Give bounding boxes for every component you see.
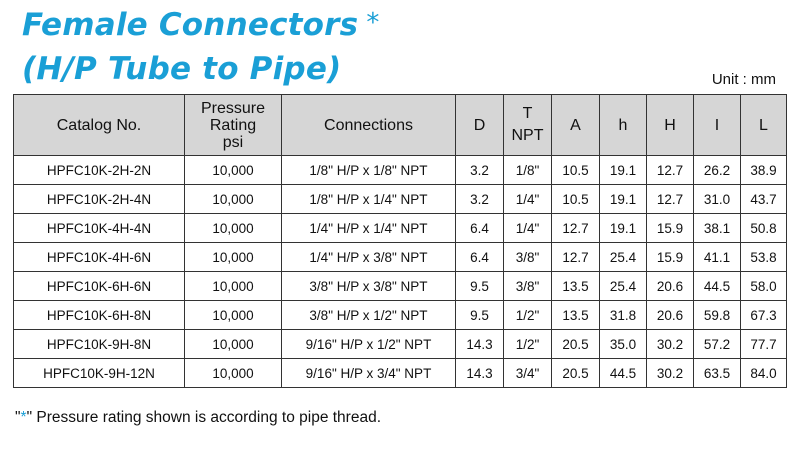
cell-h-small: 19.1 [600, 185, 647, 214]
cell-d: 14.3 [456, 330, 504, 359]
cell-h-big: 20.6 [647, 272, 694, 301]
cell-t: 3/8" [504, 272, 552, 301]
cell-catalog: HPFC10K-6H-8N [14, 301, 185, 330]
cell-catalog: HPFC10K-2H-4N [14, 185, 185, 214]
unit-label: Unit : mm [711, 71, 776, 88]
cell-a: 10.5 [552, 185, 600, 214]
cell-a: 13.5 [552, 301, 600, 330]
cell-a: 12.7 [552, 214, 600, 243]
cell-a: 10.5 [552, 156, 600, 185]
cell-i: 63.5 [694, 359, 741, 388]
table-header-row [14, 95, 787, 156]
table-row [14, 243, 787, 272]
cell-t: 1/4" [504, 185, 552, 214]
cell-d: 3.2 [456, 156, 504, 185]
cell-h-small: 35.0 [600, 330, 647, 359]
cell-pressure: 10,000 [185, 301, 282, 330]
col-header-d: D [456, 95, 504, 156]
cell-catalog: HPFC10K-6H-6N [14, 272, 185, 301]
cell-h-big: 12.7 [647, 156, 694, 185]
cell-d: 9.5 [456, 301, 504, 330]
title-asterisk: * [366, 8, 380, 38]
cell-t: 3/4" [504, 359, 552, 388]
cell-l: 38.9 [741, 156, 787, 185]
cell-connections: 3/8" H/P x 1/2" NPT [282, 301, 456, 330]
cell-catalog: HPFC10K-4H-6N [14, 243, 185, 272]
title-text: Female Connectors [22, 7, 359, 43]
footnote [15, 409, 381, 427]
cell-pressure: 10,000 [185, 359, 282, 388]
cell-d: 14.3 [456, 359, 504, 388]
table-row [14, 272, 787, 301]
cell-catalog: HPFC10K-9H-12N [14, 359, 185, 388]
cell-h-big: 20.6 [647, 301, 694, 330]
col-header-t [504, 95, 552, 156]
cell-a: 12.7 [552, 243, 600, 272]
page-title [22, 7, 380, 43]
cell-connections: 9/16" H/P x 3/4" NPT [282, 359, 456, 388]
cell-d: 6.4 [456, 214, 504, 243]
col-header-h-big: H [647, 95, 694, 156]
cell-i: 31.0 [694, 185, 741, 214]
cell-i: 38.1 [694, 214, 741, 243]
cell-l: 50.8 [741, 214, 787, 243]
footnote-quote: " [15, 409, 21, 426]
cell-h-small: 44.5 [600, 359, 647, 388]
cell-t: 3/8" [504, 243, 552, 272]
cell-a: 20.5 [552, 359, 600, 388]
cell-d: 6.4 [456, 243, 504, 272]
cell-h-small: 25.4 [600, 272, 647, 301]
cell-d: 9.5 [456, 272, 504, 301]
cell-pressure: 10,000 [185, 243, 282, 272]
table-row [14, 330, 787, 359]
cell-pressure: 10,000 [185, 330, 282, 359]
footnote-asterisk: * [20, 409, 27, 426]
pressure-header-line2: Rating [209, 116, 257, 134]
table-row [14, 301, 787, 330]
connector-spec-table [13, 94, 787, 388]
col-header-catalog: Catalog No. [14, 95, 185, 156]
cell-pressure: 10,000 [185, 156, 282, 185]
cell-i: 57.2 [694, 330, 741, 359]
cell-h-big: 30.2 [647, 330, 694, 359]
cell-h-small: 19.1 [600, 214, 647, 243]
col-header-h-small: h [600, 95, 647, 156]
cell-connections: 1/4" H/P x 1/4" NPT [282, 214, 456, 243]
cell-t: 1/4" [504, 214, 552, 243]
cell-connections: 1/4" H/P x 3/8" NPT [282, 243, 456, 272]
cell-l: 67.3 [741, 301, 787, 330]
cell-i: 26.2 [694, 156, 741, 185]
cell-connections: 3/8" H/P x 3/8" NPT [282, 272, 456, 301]
col-header-connections: Connections [282, 95, 456, 156]
cell-h-big: 15.9 [647, 214, 694, 243]
cell-a: 13.5 [552, 272, 600, 301]
cell-i: 59.8 [694, 301, 741, 330]
cell-connections: 1/8" H/P x 1/4" NPT [282, 185, 456, 214]
cell-l: 84.0 [741, 359, 787, 388]
cell-connections: 1/8" H/P x 1/8" NPT [282, 156, 456, 185]
page-subtitle: (H/P Tube to Pipe) [22, 51, 342, 87]
cell-t: 1/2" [504, 330, 552, 359]
t-header-line1: T [522, 105, 533, 122]
pressure-header-line3: psi [222, 133, 244, 151]
cell-catalog: HPFC10K-4H-4N [14, 214, 185, 243]
cell-h-big: 12.7 [647, 185, 694, 214]
col-header-a: A [552, 95, 600, 156]
cell-pressure: 10,000 [185, 214, 282, 243]
cell-l: 77.7 [741, 330, 787, 359]
table-row [14, 185, 787, 214]
cell-h-small: 25.4 [600, 243, 647, 272]
cell-t: 1/2" [504, 301, 552, 330]
cell-l: 43.7 [741, 185, 787, 214]
cell-h-big: 15.9 [647, 243, 694, 272]
cell-i: 41.1 [694, 243, 741, 272]
cell-catalog: HPFC10K-2H-2N [14, 156, 185, 185]
table-body [14, 156, 787, 388]
table-row [14, 214, 787, 243]
col-header-i: I [694, 95, 741, 156]
footnote-text: " Pressure rating shown is according to pipe thread. [26, 409, 382, 426]
cell-h-small: 31.8 [600, 301, 647, 330]
cell-a: 20.5 [552, 330, 600, 359]
cell-t: 1/8" [504, 156, 552, 185]
cell-d: 3.2 [456, 185, 504, 214]
col-header-l: L [741, 95, 787, 156]
cell-l: 58.0 [741, 272, 787, 301]
cell-pressure: 10,000 [185, 185, 282, 214]
cell-pressure: 10,000 [185, 272, 282, 301]
cell-l: 53.8 [741, 243, 787, 272]
table-row [14, 359, 787, 388]
cell-connections: 9/16" H/P x 1/2" NPT [282, 330, 456, 359]
col-header-pressure [185, 95, 282, 156]
t-header-line2: NPT [511, 127, 544, 144]
pressure-header-line1: Pressure [200, 99, 266, 117]
cell-catalog: HPFC10K-9H-8N [14, 330, 185, 359]
cell-i: 44.5 [694, 272, 741, 301]
cell-h-small: 19.1 [600, 156, 647, 185]
cell-h-big: 30.2 [647, 359, 694, 388]
table-row [14, 156, 787, 185]
